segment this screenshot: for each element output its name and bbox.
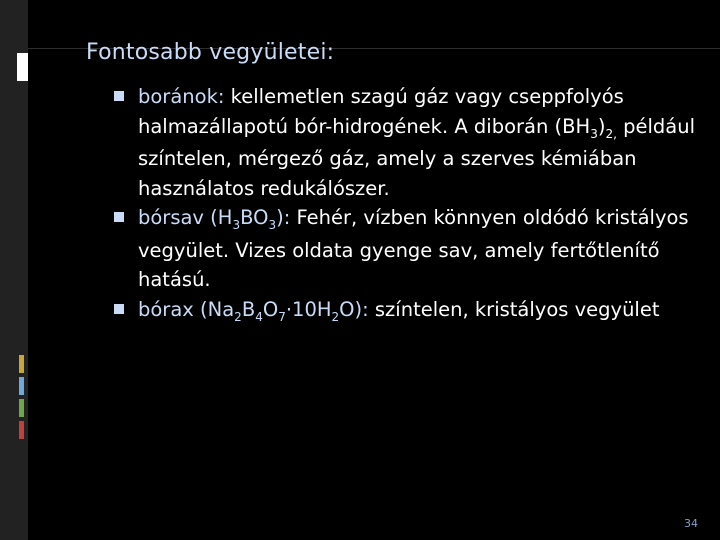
subscript: 2 [331,309,340,324]
item-text: kellemetlen szagú gáz vagy cseppfolyós halmazállapotú bór-hidrogének. A diborán (BH [138,85,624,138]
accent-mark-4 [19,421,24,439]
left-decorative-bar [0,0,28,540]
list-item-boranok [114,82,704,203]
term-borax [138,297,369,324]
subscript: 3 [268,218,277,232]
term-part: O [262,297,279,321]
bullet-icon [114,304,124,314]
subscript: 3 [590,126,598,141]
term-part: ·10H [285,297,332,321]
term-part: B [241,297,256,321]
subscript: 4 [255,309,263,324]
bullet-icon [114,91,124,101]
accent-mark-1 [19,355,24,373]
bullet-icon [114,212,124,222]
term-borsav [138,206,291,232]
subscript: 2, [605,126,617,141]
item-text: például színtelen, mérgező gáz, amely a szerves kémiában használatos redukálószer. [138,114,695,200]
accent-mark-2 [19,377,24,395]
page-number: 34 [684,517,698,530]
item-text: Fehér, vízben könnyen oldódó kristályos vegyület. Vizes oldata gyenge sav, amely fertőtlenítő hatású. [138,206,689,291]
list-item-borax [114,295,704,328]
subscript: 7 [278,309,286,324]
item-text: ) [597,114,606,138]
item-text: színtelen, kristályos vegyület [368,297,660,321]
left-white-block [17,53,28,81]
slide-title: Fontosabb vegyületei: [86,40,335,65]
term-part: BO [240,206,269,229]
term-part: ): [276,206,291,229]
term-part: bórax (Na [138,297,235,321]
term-part: O): [339,297,369,321]
term-part: bórsav (H [138,206,233,229]
accent-mark-3 [19,399,24,417]
list-item-borsav [114,203,704,295]
subscript: 3 [232,218,241,232]
term-boranok: boránok: [138,85,225,108]
bullet-list [114,82,704,327]
subscript: 2 [234,309,242,324]
